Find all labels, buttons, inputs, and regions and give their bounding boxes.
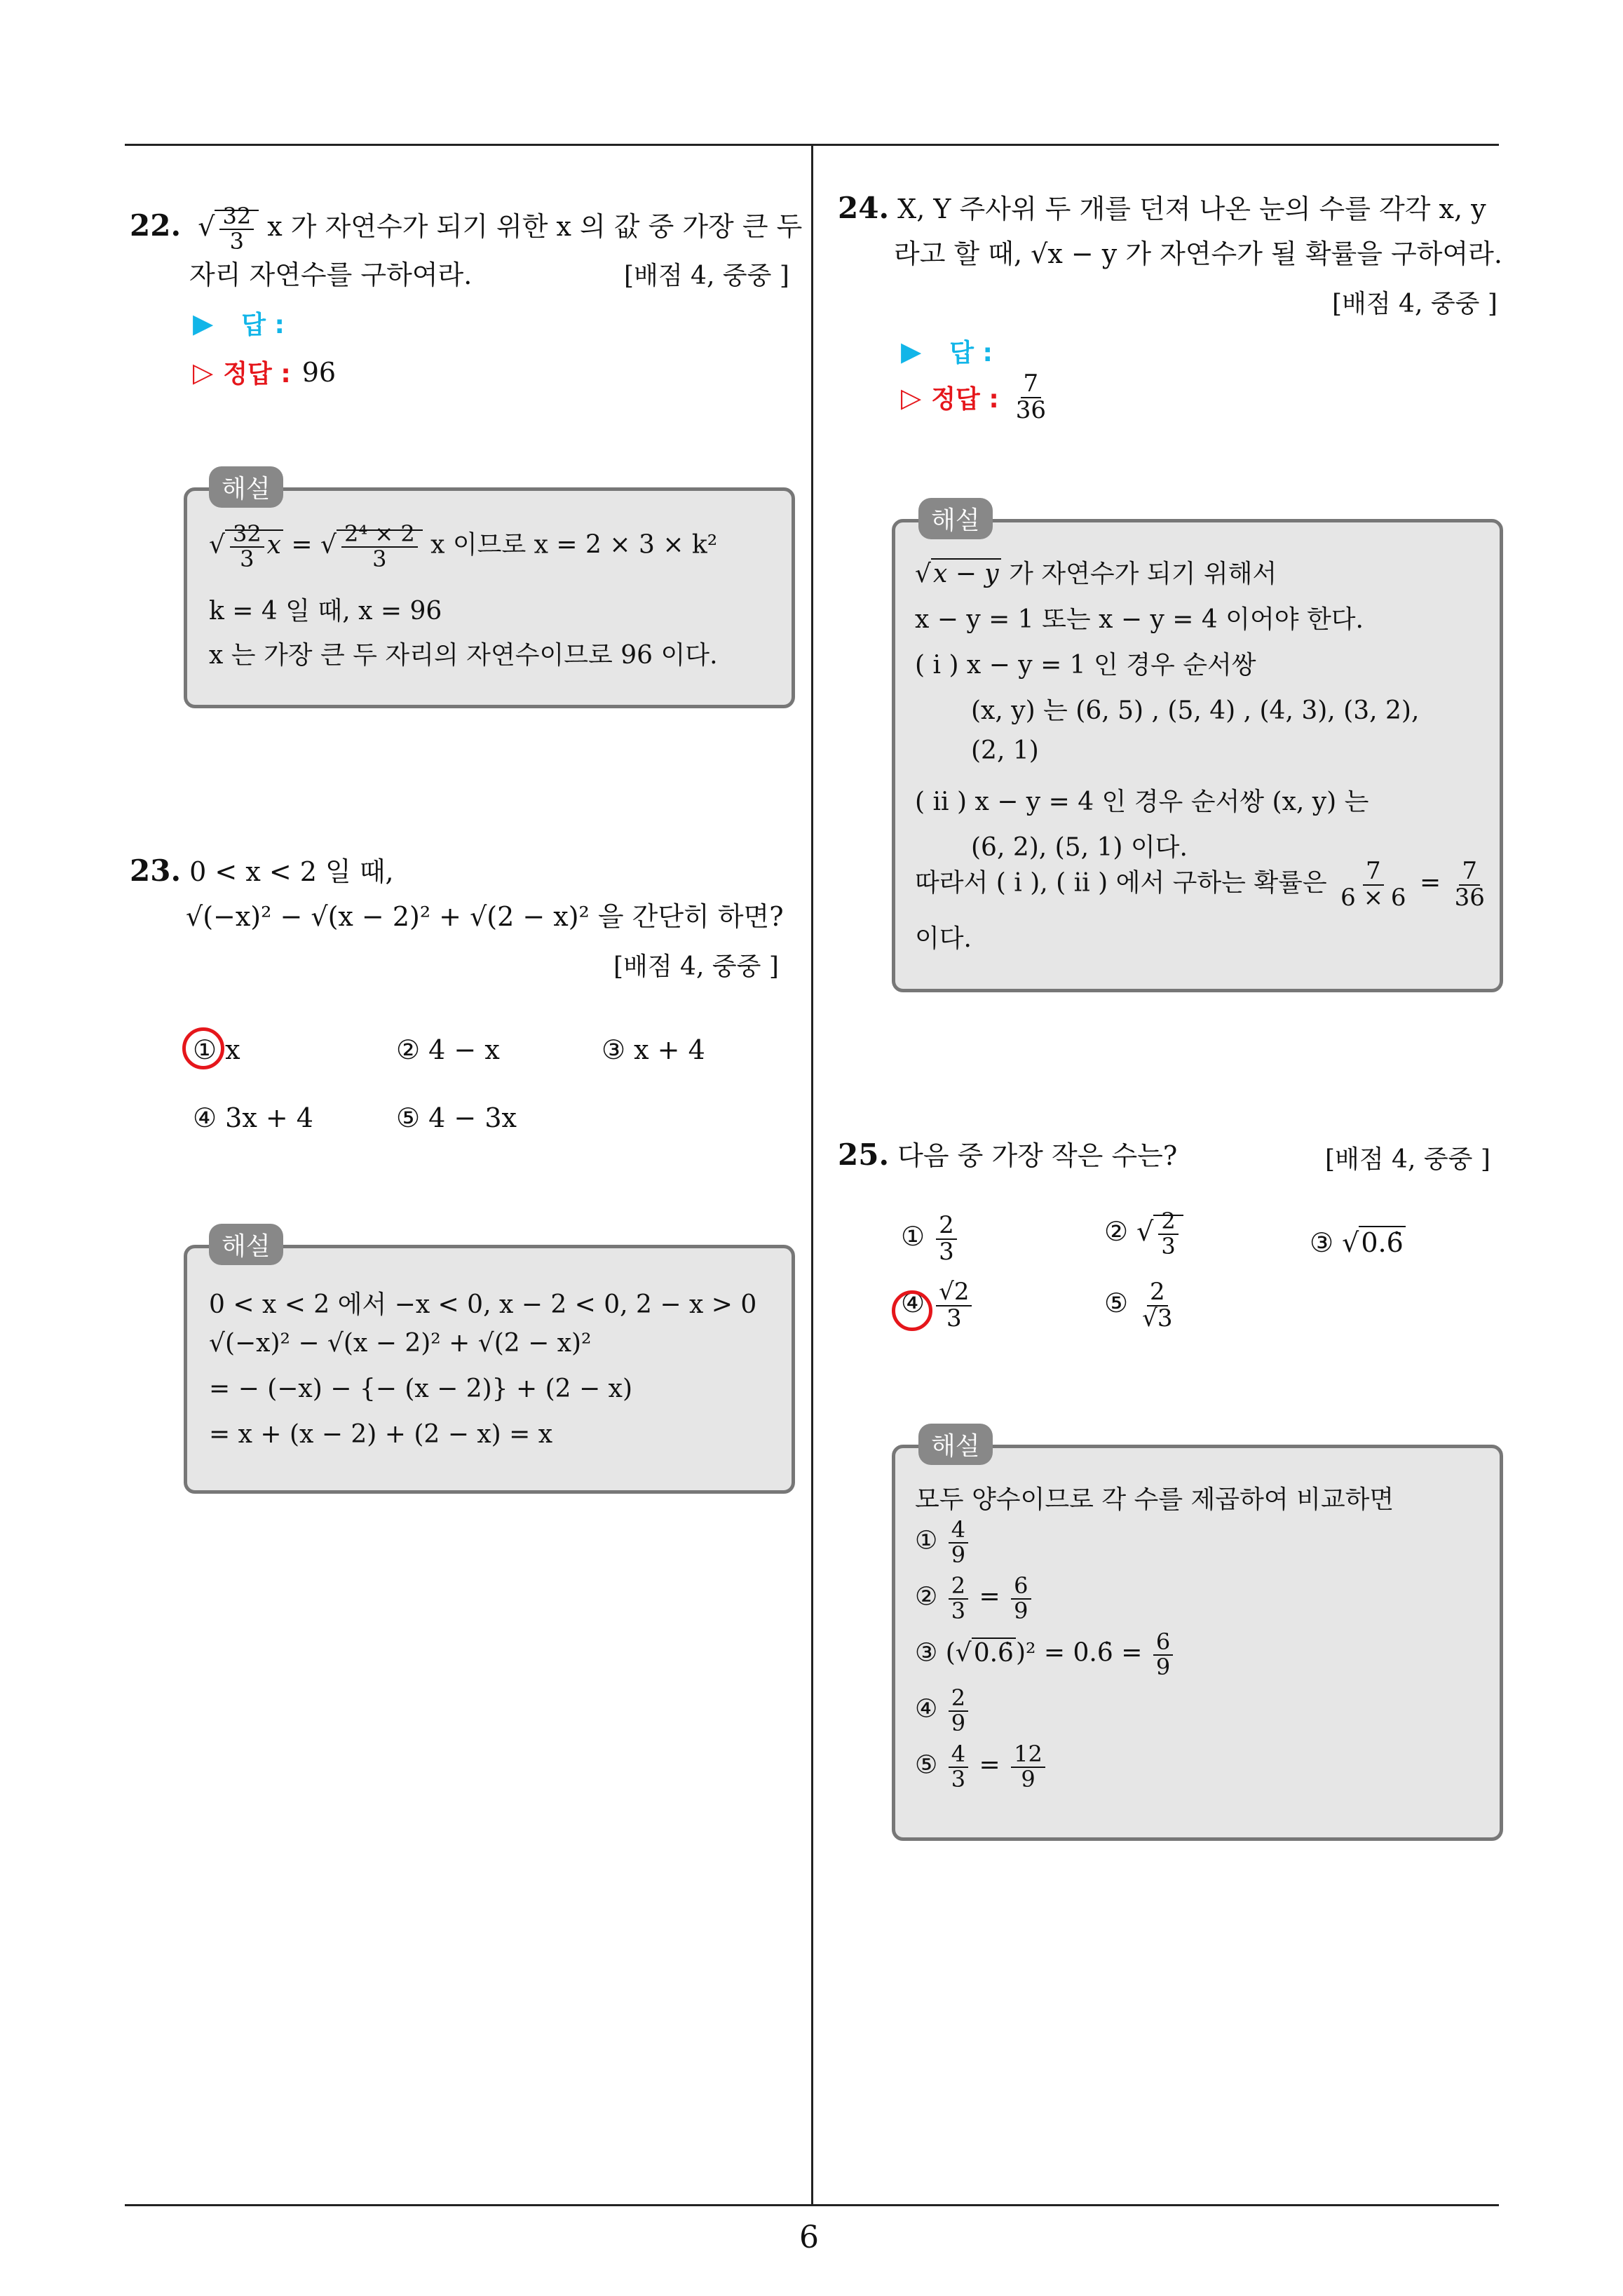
bottom-rule [125, 2204, 1499, 2206]
explanation-tag: 해설 [918, 1424, 993, 1465]
play-icon: ▶ [193, 307, 214, 339]
question-24-line2: 라고 할 때, √x − y 가 자연수가 될 확률을 구하여라. [894, 238, 1502, 269]
choice-2[interactable]: ② 4 − x [396, 1034, 500, 1065]
correct-answer-line [193, 354, 336, 390]
question-number: 23. [130, 853, 182, 888]
question-number: 22. [130, 208, 182, 243]
question-25-line1: 25. 다음 중 가장 작은 수는? [838, 1137, 1178, 1172]
question-text-line1: x 가 자연수가 되기 위한 x 의 값 중 가장 큰 두 [267, 211, 803, 242]
correct-answer-line [901, 372, 1052, 423]
explanation-line6: ( ii ) x − y = 4 인 경우 순서쌍 (x, y) 는 [915, 788, 1369, 816]
explanation-line3: ( i ) x − y = 1 인 경우 순서쌍 [915, 651, 1256, 680]
play-icon: ▶ [901, 335, 922, 367]
answer-line [901, 333, 993, 369]
question-23-line1: 23. 0 < x < 2 일 때, [130, 853, 394, 888]
explanation-line5: (2, 1) [971, 736, 1039, 765]
answer-label: 답 : [949, 339, 993, 367]
correct-answer-label: 정답 : [931, 385, 999, 414]
explanation-line1: 0 < x < 2 에서 −x < 0, x − 2 < 0, 2 − x > 0 [209, 1290, 757, 1319]
explanation-line2: k = 4 일 때, x = 96 [209, 597, 442, 626]
question-number: 25. [838, 1137, 890, 1172]
explanation-line4: (x, y) 는 (6, 5) , (5, 4) , (4, 3), (3, 2), [971, 696, 1420, 725]
explanation-line3: x 는 가장 큰 두 자리의 자연수이므로 96 이다. [209, 641, 718, 670]
explanation-line3: = − (−x) − {− (x − 2)} + (2 − x) [209, 1375, 632, 1403]
column-divider [811, 144, 813, 2206]
explanation-line1: 모두 양수이므로 각 수를 제곱하여 비교하면 [915, 1485, 1394, 1514]
score-label: [배점 4, 중중 ] [613, 952, 779, 981]
explanation-line1: √ $\frac{32}{3}$ x = √ $\frac{\text{2⁴ × 2}}{3}$ x 이므로 x = 2 × 3 × k² [209, 520, 718, 572]
explanation-tag: 해설 [209, 466, 283, 508]
score-label: [배점 4, 중중 ] [624, 262, 789, 290]
choice-5[interactable]: ⑤ 4 − 3x [396, 1102, 517, 1133]
explanation-line5: ④ $\frac{2}{9}$ [915, 1687, 971, 1735]
score-label: [배점 4, 중중 ] [1332, 290, 1498, 318]
correct-answer-value: 96 [301, 356, 337, 388]
explanation-line9: 이다. [915, 924, 972, 953]
explanation-line3: ② $\frac{2}{3}$ = $\frac{6}{9}$ [915, 1574, 1034, 1623]
explanation-line2: x − y = 1 또는 x − y = 4 이어야 한다. [915, 605, 1364, 634]
explanation-line2: ① $\frac{4}{9}$ [915, 1518, 971, 1567]
explanation-tag: 해설 [918, 498, 993, 539]
answer-label: 답 : [241, 311, 285, 339]
question-text-line2: 자리 자연수를 구하여라. [189, 259, 473, 290]
explanation-box [184, 1245, 795, 1494]
score-label: [배점 4, 중중 ] [1325, 1145, 1490, 1174]
choice-1[interactable]: ① x [193, 1034, 240, 1065]
explanation-line4: = x + (x − 2) + (2 − x) = x [209, 1420, 553, 1449]
explanation-line1: √x − y 가 자연수가 되기 위해서 [915, 560, 1277, 588]
question-number: 24. [838, 191, 890, 225]
choice-4[interactable]: ④ $\frac{√2}{3}$ [901, 1280, 975, 1331]
choice-1[interactable]: ① $\frac{2}{3}$ [901, 1213, 960, 1264]
outline-triangle-icon: ▷ [901, 381, 922, 413]
explanation-line8: 따라서 ( i ), ( ii ) 에서 구하는 확률은 $\frac{7}{6 \times 6}$ = $\frac{7}{36}$ [915, 857, 1485, 912]
explanation-line2: √(−x)² − √(x − 2)² + √(2 − x)² [209, 1329, 592, 1358]
explanation-line6: ⑤ $\frac{4}{3}$ = $\frac{12}{9}$ [915, 1743, 1048, 1791]
correct-answer-label: 정답 : [223, 360, 291, 389]
question-24-line1: 24. X, Y 주사위 두 개를 던져 나온 눈의 수를 각각 x, y [838, 191, 1486, 225]
page-number: 6 [799, 2220, 819, 2255]
outline-triangle-icon: ▷ [193, 356, 214, 388]
choice-2[interactable]: ② √ $\frac{2}{3}$ [1104, 1210, 1183, 1258]
selected-circle-mark [892, 1290, 932, 1331]
selected-circle-mark [182, 1027, 224, 1069]
choice-3[interactable]: ③ x + 4 [602, 1034, 705, 1065]
sqrt-expression: √ $\frac{32}{3}$ [189, 210, 259, 242]
explanation-line7: (6, 2), (5, 1) 이다. [971, 833, 1188, 862]
answer-line [193, 305, 285, 341]
explanation-tag: 해설 [209, 1224, 283, 1265]
question-23-line2: √(−x)² − √(x − 2)² + √(2 − x)² 을 간단히 하면? [186, 901, 784, 932]
choice-4[interactable]: ④ 3x + 4 [193, 1102, 313, 1133]
correct-answer-fraction: $\frac{7}{36}$ [1015, 370, 1046, 424]
explanation-line4: ③ (√0.6̇)² = 0.6̇ = $\frac{6}{9}$ [915, 1630, 1176, 1679]
choice-5[interactable]: ⑤ $\frac{2}{√3}$ [1104, 1278, 1173, 1332]
choice-3[interactable]: ③ √0.6̇ [1310, 1227, 1406, 1258]
